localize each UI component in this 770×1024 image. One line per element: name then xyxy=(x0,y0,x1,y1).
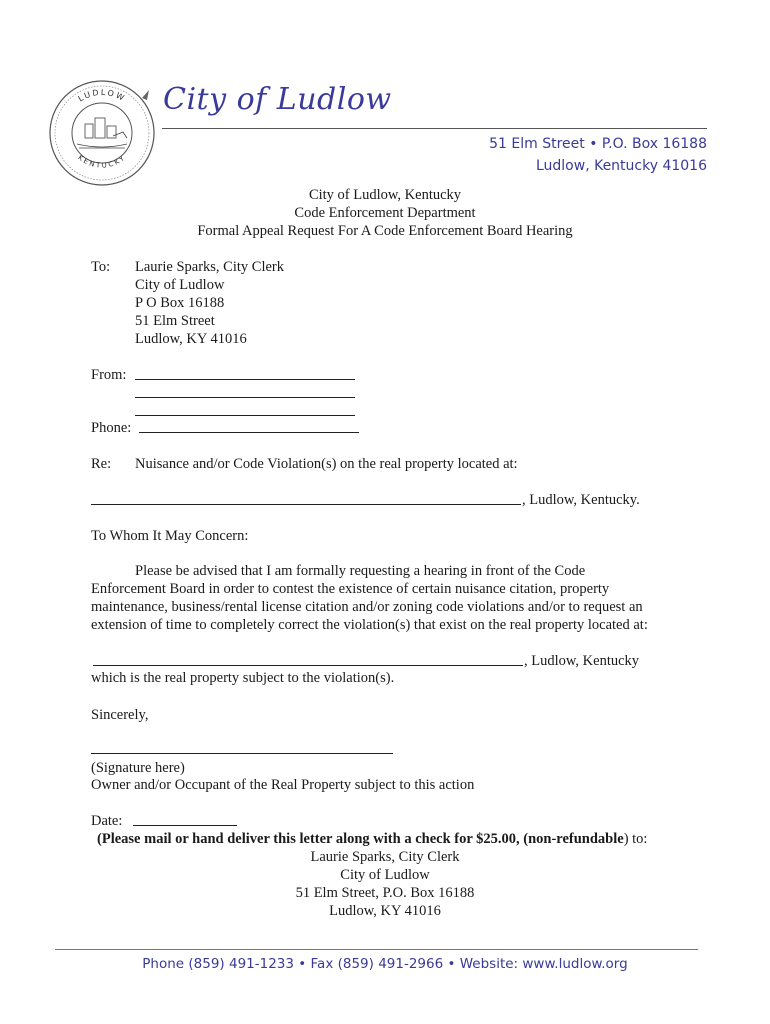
date-field[interactable] xyxy=(133,812,237,826)
to-line: 51 Elm Street xyxy=(135,313,215,329)
date-label: Date: xyxy=(91,813,123,829)
property-line-after: which is the real property subject to the violation(s). xyxy=(91,670,395,686)
from-field-line1[interactable] xyxy=(135,366,355,380)
re-label: Re: xyxy=(91,456,112,472)
footer-contact: Phone (859) 491-1233 • Fax (859) 491-2966 • Website: www.ludlow.org xyxy=(142,956,628,972)
signature-role: Owner and/or Occupant of the Real Property subject to this action xyxy=(91,777,475,793)
mail-to-line: Laurie Sparks, City Clerk xyxy=(310,849,460,865)
property-address-field-2[interactable] xyxy=(93,652,523,666)
body-line1: Please be advised that I am formally requesting a hearing in front of the Code xyxy=(135,563,586,579)
instructions xyxy=(97,830,647,848)
body-line2: Enforcement Board in order to contest the existence of certain nuisance citation, property xyxy=(91,581,610,597)
instructions-bold: Please mail or hand deliver this letter along with a check for $25.00, (non-refundable xyxy=(101,831,624,847)
svg-text:KENTUCKY xyxy=(76,153,127,169)
heading-line2: Code Enforcement Department xyxy=(294,205,476,221)
instructions-open: ( xyxy=(97,831,102,847)
to-line: P O Box 16188 xyxy=(135,295,225,311)
seal-top-text: LUDLOW xyxy=(76,87,128,104)
signature-hint: (Signature here) xyxy=(91,760,185,776)
city-seal-logo xyxy=(47,78,157,188)
to-line: City of Ludlow xyxy=(135,277,225,293)
property-address-field-1[interactable] xyxy=(91,491,521,505)
mail-to-line: City of Ludlow xyxy=(340,867,430,883)
letterhead-address-line2: Ludlow, Kentucky 41016 xyxy=(535,158,707,174)
instructions-tail: ) to: xyxy=(623,831,648,847)
from-field-line2[interactable] xyxy=(135,384,355,398)
signature-field[interactable] xyxy=(91,740,393,754)
to-label: To: xyxy=(91,259,111,275)
heading-line1: City of Ludlow, Kentucky xyxy=(308,187,462,203)
letterhead-divider xyxy=(162,128,707,129)
heading-line3: Formal Appeal Request For A Code Enforcement Board Hearing xyxy=(197,223,573,239)
salutation: To Whom It May Concern: xyxy=(91,528,249,544)
body-line3: maintenance, business/rental license citation and/or zoning code violations and/or to request an xyxy=(91,599,643,615)
property-suffix-1: , Ludlow, Kentucky. xyxy=(522,492,640,508)
to-line: Laurie Sparks, City Clerk xyxy=(135,259,285,275)
mail-to-line: Ludlow, KY 41016 xyxy=(329,903,441,919)
from-field-line3[interactable] xyxy=(135,402,355,416)
mail-to-line: 51 Elm Street, P.O. Box 16188 xyxy=(295,885,475,901)
city-name-logo: City of Ludlow xyxy=(163,82,392,117)
letterhead-address-line1: 51 Elm Street • P.O. Box 16188 xyxy=(489,136,707,152)
to-line: Ludlow, KY 41016 xyxy=(135,331,247,347)
body-line4: extension of time to completely correct the violation(s) that exist on the real property located at: xyxy=(91,617,648,633)
svg-text:LUDLOW xyxy=(77,88,128,104)
seal-bottom-text: KENTUCKY xyxy=(76,153,128,170)
phone-label: Phone: xyxy=(91,420,132,436)
from-label: From: xyxy=(91,367,127,383)
closing: Sincerely, xyxy=(91,707,149,723)
phone-field[interactable] xyxy=(139,419,359,433)
property-suffix-2: , Ludlow, Kentucky xyxy=(524,653,640,669)
re-text: Nuisance and/or Code Violation(s) on the real property located at: xyxy=(135,456,518,472)
footer-divider xyxy=(55,949,698,950)
